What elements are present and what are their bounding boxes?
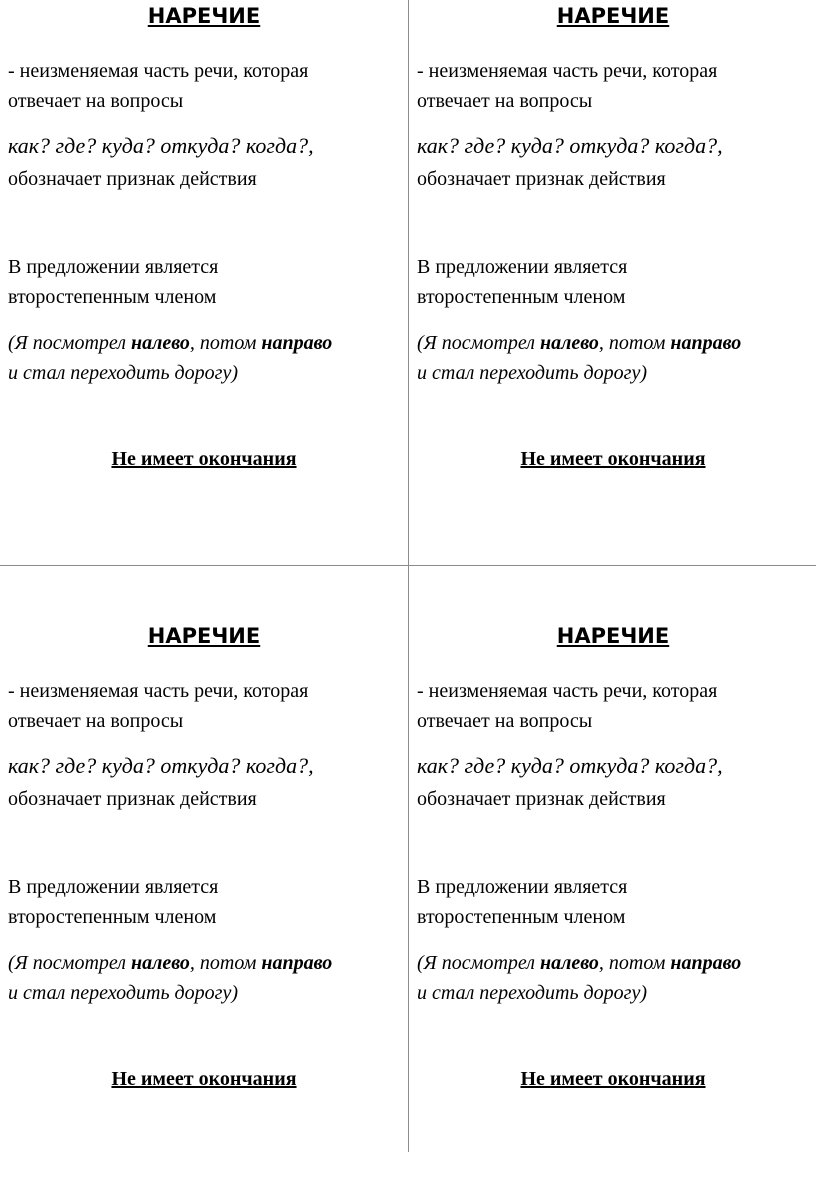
card-title: НАРЕЧИЕ <box>147 4 261 28</box>
role-line-1: В предложении является <box>417 256 628 278</box>
example-word-right: направо <box>261 332 333 354</box>
example-line-2: и стал переходить дорогу) <box>8 362 239 384</box>
horizontal-cut-line <box>0 565 816 566</box>
meaning: обозначает признак действия <box>417 168 666 190</box>
example <box>8 948 332 1008</box>
card-title: НАРЕЧИЕ <box>556 4 670 28</box>
example-text-c: , потом <box>598 332 671 354</box>
card-title: НАРЕЧИЕ <box>147 624 261 648</box>
example-line-1 <box>417 948 741 978</box>
meaning: обозначает признак действия <box>8 788 257 810</box>
card-top-right <box>417 0 816 565</box>
card-top-left <box>8 0 408 565</box>
definition-line-2: отвечает на вопросы <box>8 710 184 732</box>
example-word-left: налево <box>540 952 599 974</box>
vertical-cut-line <box>408 0 409 1152</box>
definition-line-1: - неизменяемая часть речи, которая <box>417 680 718 702</box>
example-line-2: и стал переходить дорогу) <box>417 982 648 1004</box>
role-line-2: второстепенным членом <box>8 906 217 928</box>
definition-line-1: - неизменяемая часть речи, которая <box>8 680 309 702</box>
sentence-role <box>8 252 218 312</box>
example-word-right: направо <box>261 952 333 974</box>
sentence-role <box>8 872 218 932</box>
example <box>417 328 741 388</box>
example-word-left: налево <box>131 332 190 354</box>
example-word-left: налево <box>131 952 190 974</box>
ending-note: Не имеет окончания <box>520 1068 706 1090</box>
questions: как? где? куда? откуда? когда?, <box>8 753 314 778</box>
role-line-1: В предложении является <box>417 876 628 898</box>
example-text-a: (Я посмотрел <box>417 332 540 354</box>
meaning: обозначает признак действия <box>417 788 666 810</box>
definition <box>417 676 717 736</box>
example-word-right: направо <box>670 952 742 974</box>
card-title: НАРЕЧИЕ <box>556 624 670 648</box>
example-line-1 <box>417 328 741 358</box>
questions: как? где? куда? откуда? когда?, <box>417 133 723 158</box>
example-text-a: (Я посмотрел <box>8 332 131 354</box>
definition-line-2: отвечает на вопросы <box>417 710 593 732</box>
example-text-c: , потом <box>189 952 262 974</box>
example-line-2: и стал переходить дорогу) <box>417 362 648 384</box>
example-text-c: , потом <box>189 332 262 354</box>
definition <box>8 676 308 736</box>
questions: как? где? куда? откуда? когда?, <box>417 753 723 778</box>
sentence-role <box>417 252 627 312</box>
definition-line-1: - неизменяемая часть речи, которая <box>8 60 309 82</box>
card-bottom-left <box>8 620 408 1185</box>
example-word-right: направо <box>670 332 742 354</box>
role-line-2: второстепенным членом <box>8 286 217 308</box>
example-text-c: , потом <box>598 952 671 974</box>
definition-line-2: отвечает на вопросы <box>417 90 593 112</box>
example-line-1 <box>8 328 332 358</box>
example-line-2: и стал переходить дорогу) <box>8 982 239 1004</box>
role-line-1: В предложении является <box>8 876 219 898</box>
definition-line-1: - неизменяемая часть речи, которая <box>417 60 718 82</box>
role-line-2: второстепенным членом <box>417 286 626 308</box>
example <box>8 328 332 388</box>
ending-note: Не имеет окончания <box>111 1068 297 1090</box>
ending-note: Не имеет окончания <box>520 448 706 470</box>
example <box>417 948 741 1008</box>
definition <box>8 56 308 116</box>
definition <box>417 56 717 116</box>
example-text-a: (Я посмотрел <box>417 952 540 974</box>
role-line-2: второстепенным членом <box>417 906 626 928</box>
questions: как? где? куда? откуда? когда?, <box>8 133 314 158</box>
card-bottom-right <box>417 620 816 1185</box>
role-line-1: В предложении является <box>8 256 219 278</box>
sentence-role <box>417 872 627 932</box>
definition-line-2: отвечает на вопросы <box>8 90 184 112</box>
meaning: обозначает признак действия <box>8 168 257 190</box>
example-word-left: налево <box>540 332 599 354</box>
ending-note: Не имеет окончания <box>111 448 297 470</box>
example-line-1 <box>8 948 332 978</box>
example-text-a: (Я посмотрел <box>8 952 131 974</box>
